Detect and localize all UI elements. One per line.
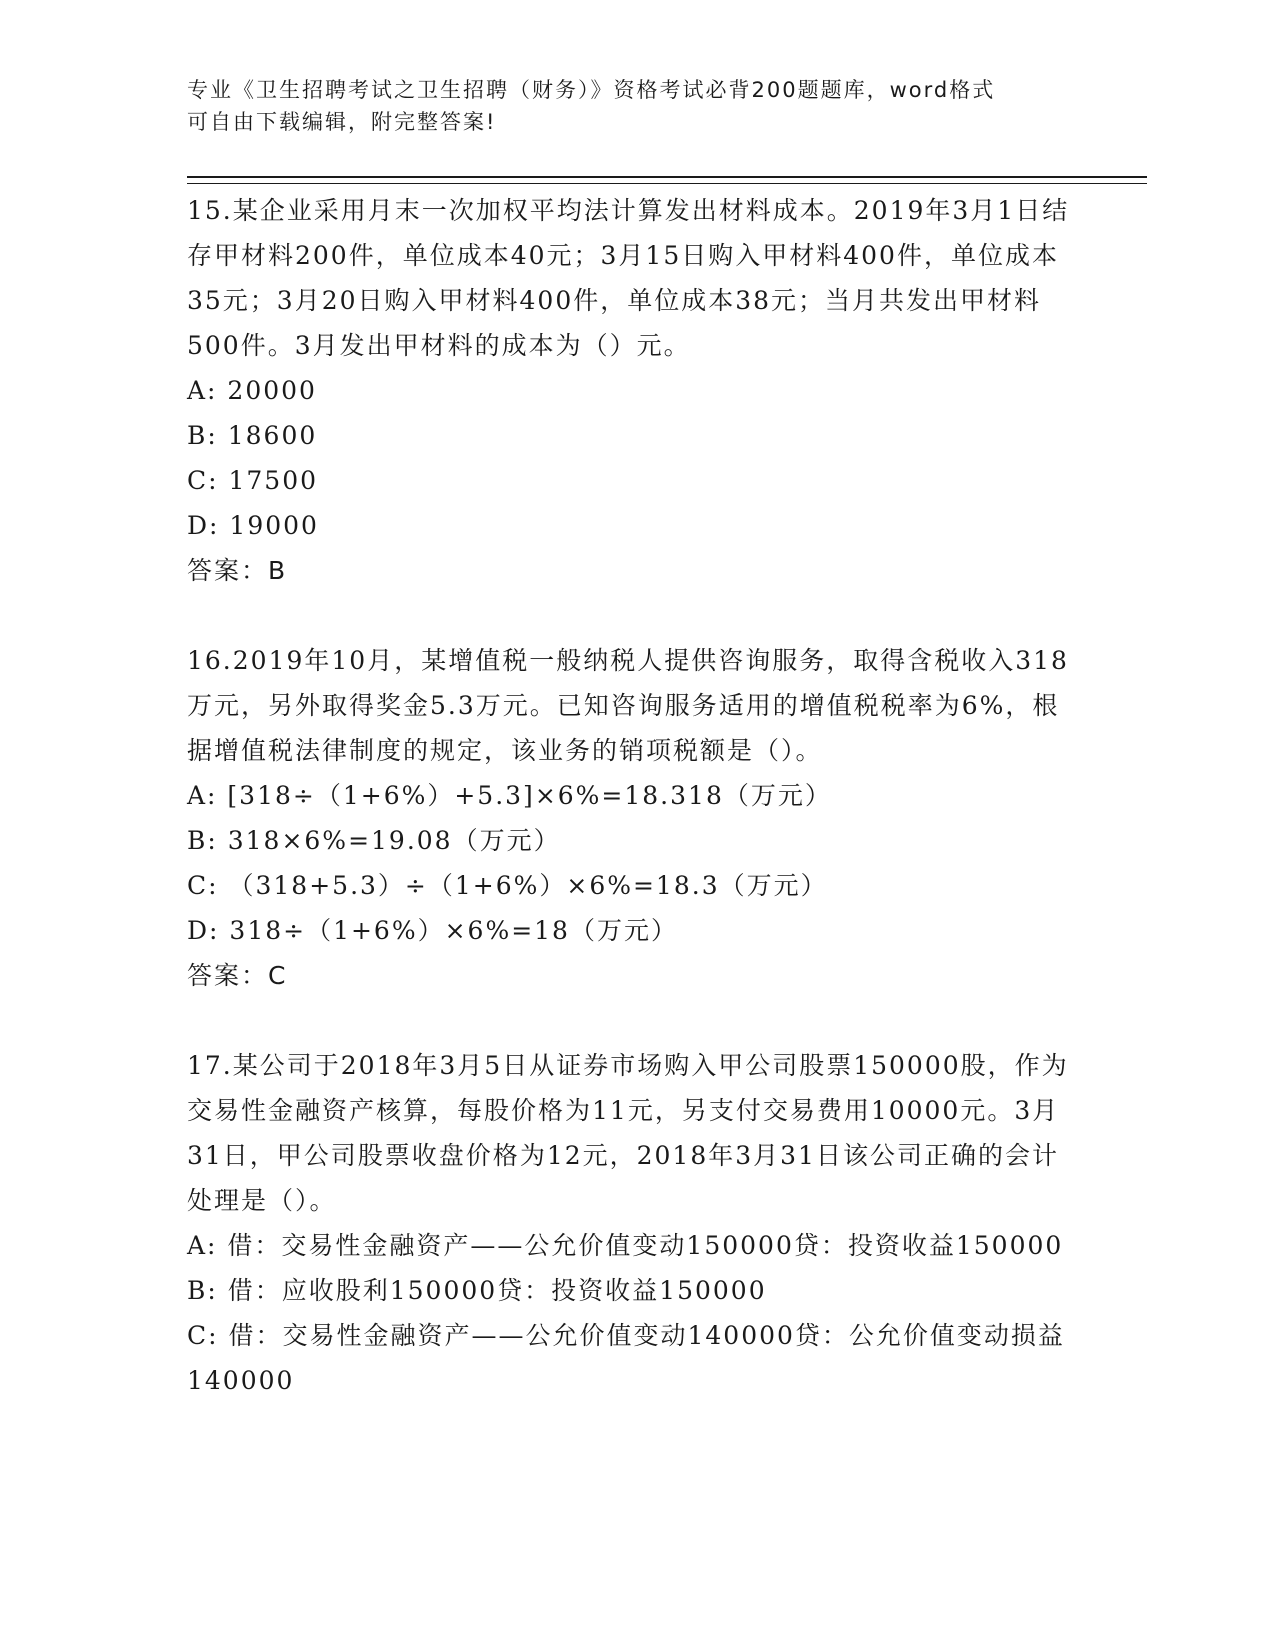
header-divider-thin [187,183,1147,184]
option-b: B: 318×6%=19.08（万元） [187,826,561,855]
option-d: D: 19000 [187,511,319,540]
header-divider-thick [187,176,1147,178]
option-a: A: 20000 [187,376,317,405]
option-c: C: 借：交易性金融资产——公允价值变动140000贷：公允价值变动损益140000 [187,1321,1065,1395]
option-b: B: 借：应收股利150000贷：投资收益150000 [187,1276,767,1305]
option-c: C: 17500 [187,466,319,495]
header-title-line: 专业《卫生招聘考试之卫生招聘（财务）》资格考试必背200题题库，word格式 [187,78,996,102]
question-list [187,188,1077,1448]
option-c: C: （318+5.3）÷（1+6%）×6%=18.3（万元） [187,871,828,900]
question-stem: 17.某公司于2018年3月5日从证券市场购入甲公司股票150000股，作为交易性金融资产核算，每股价格为11元，另支付交易费用10000元。3月31日，甲公司股票收盘价格为12元，2018年3月31日该公司正确的会计处理是（）。 [187,1051,1069,1215]
question-17 [187,1043,1077,1403]
header-subtitle-line: 可自由下载编辑，附完整答案! [187,110,497,134]
question-16 [187,638,1077,998]
answer-line: 答案：B [187,556,288,585]
option-b: B: 18600 [187,421,318,450]
option-d: D: 318÷（1+6%）×6%=18（万元） [187,916,678,945]
option-a: A: [318÷（1+6%）+5.3]×6%=18.318（万元） [187,781,832,810]
option-a: A: 借：交易性金融资产——公允价值变动150000贷：投资收益150000 [187,1231,1064,1260]
question-stem: 16.2019年10月，某增值税一般纳税人提供咨询服务，取得含税收入318万元，另外取得奖金5.3万元。已知咨询服务适用的增值税税率为6%，根据增值税法律制度的规定，该业务的销项税额是（）。 [187,646,1069,765]
question-stem: 15.某企业采用月末一次加权平均法计算发出材料成本。2019年3月1日结存甲材料200件，单位成本40元；3月15日购入甲材料400件，单位成本35元；3月20日购入甲材料400件，单位成本38元；当月共发出甲材料500件。3月发出甲材料的成本为（）元。 [187,196,1070,360]
question-15 [187,188,1077,593]
answer-line: 答案：C [187,961,288,990]
document-header [187,74,1067,138]
